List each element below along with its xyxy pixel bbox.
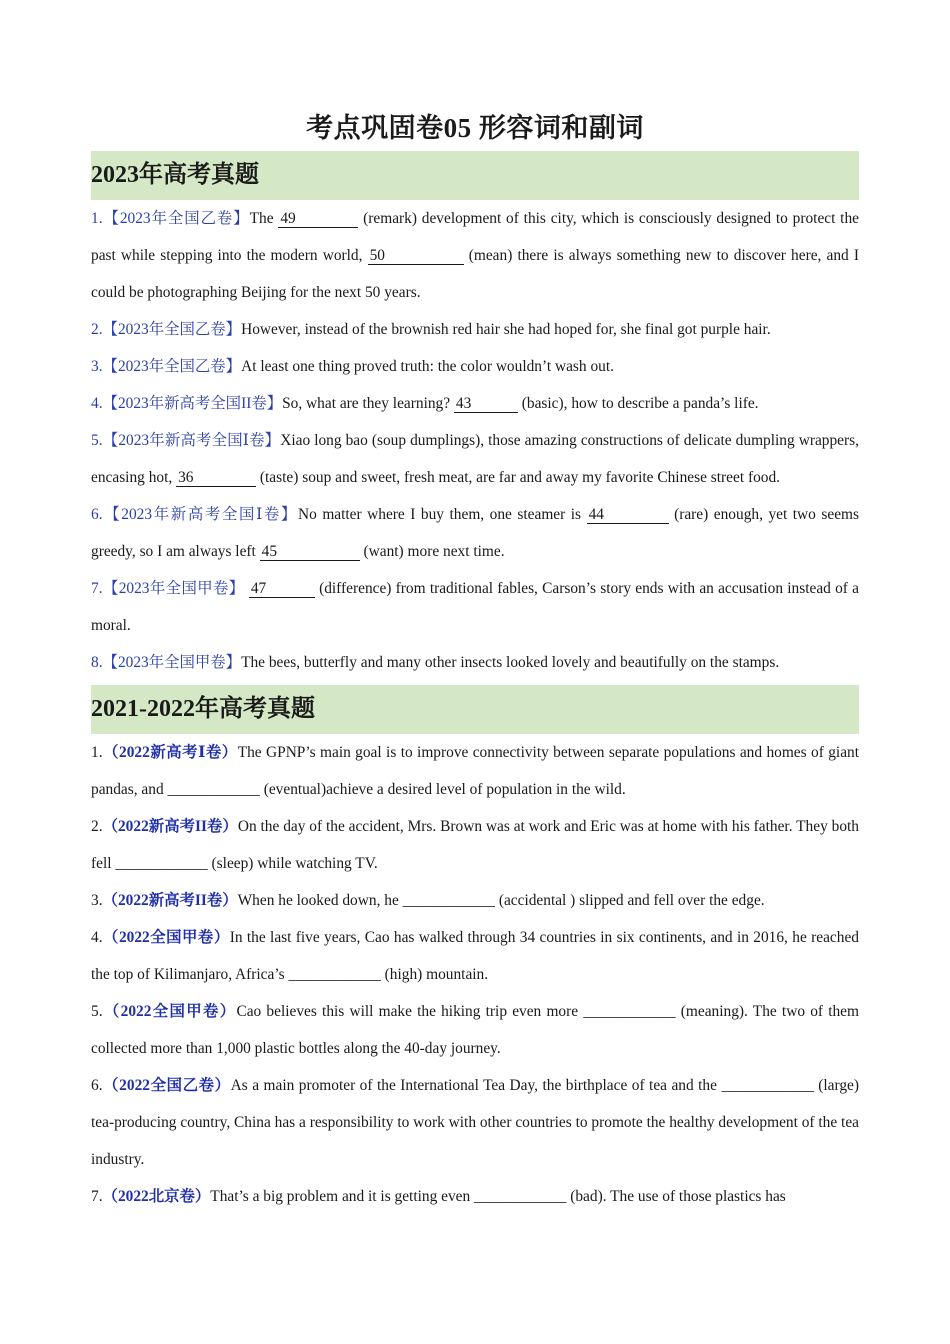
section-heading-2023: 2023年高考真题	[91, 151, 859, 200]
answer-blank[interactable]: 44	[587, 507, 669, 524]
answer-blank[interactable]: 50	[368, 248, 464, 265]
section-2021-2022-questions	[91, 734, 859, 1215]
answer-blank[interactable]: ____________	[583, 1003, 676, 1020]
question-source: （2022全国甲卷）	[102, 929, 230, 946]
question-item: 8.【2023年全国甲卷】The bees, butterfly and many other insects looked lovely and beautifully on the stamps.	[91, 654, 780, 671]
answer-blank[interactable]: ____________	[115, 855, 208, 872]
answer-blank[interactable]: ____________	[474, 1188, 567, 1205]
question-item: 7.【2023年全国甲卷】 47 (difference) from traditional fables, Carson’s story ends with an accusation instead of a moral.	[91, 580, 859, 634]
question-item: 4.【2023年新高考全国II卷】So, what are they learning? 43 (basic), how to describe a panda’s life.	[91, 395, 759, 412]
answer-blank[interactable]: ____________	[402, 892, 495, 909]
answer-blank[interactable]: 43	[454, 396, 518, 413]
answer-blank[interactable]: 47	[249, 581, 315, 598]
question-source: 【2023年新高考全国II卷】	[102, 395, 283, 412]
question-item: 5.【2023年新高考全国Ⅰ卷】Xiao long bao (soup dumplings), those amazing constructions of delicate dumpling wrappers, encasing hot, 36 (taste) soup and sweet, fresh meat, are far and away my favorite Chinese street food.	[91, 432, 859, 486]
question-source: 【2023年全国乙卷】	[102, 321, 242, 338]
answer-blank[interactable]: 45	[260, 544, 360, 561]
question-source: （2022北京卷）	[102, 1188, 211, 1205]
answer-blank[interactable]: ____________	[721, 1077, 814, 1094]
document-title: 考点巩固卷05 形容词和副词	[306, 113, 644, 143]
question-item: 6.【2023年新高考全国Ⅰ卷】No matter where I buy them, one steamer is 44 (rare) enough, yet two seems greedy, so I am always left 45 (want) more next time.	[91, 506, 859, 560]
question-source: 【2023年新高考全国Ⅰ卷】	[102, 506, 298, 523]
document-page	[91, 100, 859, 1215]
question-item: 3.（2022新高考II卷）When he looked down, he ____________ (accidental ) slipped and fell over the edge.	[91, 892, 765, 909]
question-source: （2022新高考II卷）	[102, 892, 238, 909]
question-item: 2.【2023年全国乙卷】However, instead of the brownish red hair she had hoped for, she final got purple hair.	[91, 321, 771, 338]
question-item: 3.【2023年全国乙卷】At least one thing proved truth: the color wouldn’t wash out.	[91, 358, 614, 375]
answer-blank[interactable]: 49	[278, 211, 358, 228]
question-source: （2022全国甲卷）	[102, 1003, 237, 1020]
section-2023-questions	[91, 200, 859, 681]
question-item: 6.（2022全国乙卷）As a main promoter of the International Tea Day, the birthplace of tea and the ____________ (large) tea-producing country, China has a responsibility to work with other countries to promote the healthy development of the tea industry.	[91, 1077, 859, 1168]
question-item: 1.（2022新高考Ⅰ卷）The GPNP’s main goal is to improve connectivity between separate populations and homes of giant pandas, and ____________ (eventual)achieve a desired level of population in the wild.	[91, 744, 859, 798]
question-item: 5.（2022全国甲卷）Cao believes this will make the hiking trip even more ____________ (meaning). The two of them collected more than 1,000 plastic bottles along the 40-day journey.	[91, 1003, 859, 1057]
answer-blank[interactable]: ____________	[288, 966, 381, 983]
question-source: 【2023年全国乙卷】	[102, 358, 242, 375]
question-item: 2.（2022新高考II卷）On the day of the accident, Mrs. Brown was at work and Eric was at home with his father. They both fell ____________ (sleep) while watching TV.	[91, 818, 859, 872]
question-item: 4.（2022全国甲卷）In the last five years, Cao has walked through 34 countries in six continents, and in 2016, he reached the top of Kilimanjaro, Africa’s ____________ (high) mountain.	[91, 929, 859, 983]
question-source: 【2023年全国乙卷】	[102, 210, 250, 227]
question-source: （2022全国乙卷）	[102, 1077, 231, 1094]
answer-blank[interactable]: ____________	[167, 781, 260, 798]
question-source: 【2023年全国甲卷】	[102, 654, 242, 671]
question-item: 7.（2022北京卷）That’s a big problem and it is getting even ____________ (bad). The use of those plastics has	[91, 1188, 786, 1205]
answer-blank[interactable]: 36	[176, 470, 256, 487]
question-source: （2022新高考Ⅰ卷）	[102, 744, 238, 761]
question-source: 【2023年全国甲卷】	[102, 580, 245, 597]
question-source: （2022新高考II卷）	[102, 818, 238, 835]
section-heading-2021-2022: 2021-2022年高考真题	[91, 685, 859, 734]
question-item: 1.【2023年全国乙卷】The 49 (remark) development of this city, which is consciously designed to protect the past while stepping into the modern world, 50 (mean) there is always something new to discover here, and I could be photographing Beijing for the next 50 years.	[91, 210, 859, 301]
question-source: 【2023年新高考全国Ⅰ卷】	[102, 432, 281, 449]
